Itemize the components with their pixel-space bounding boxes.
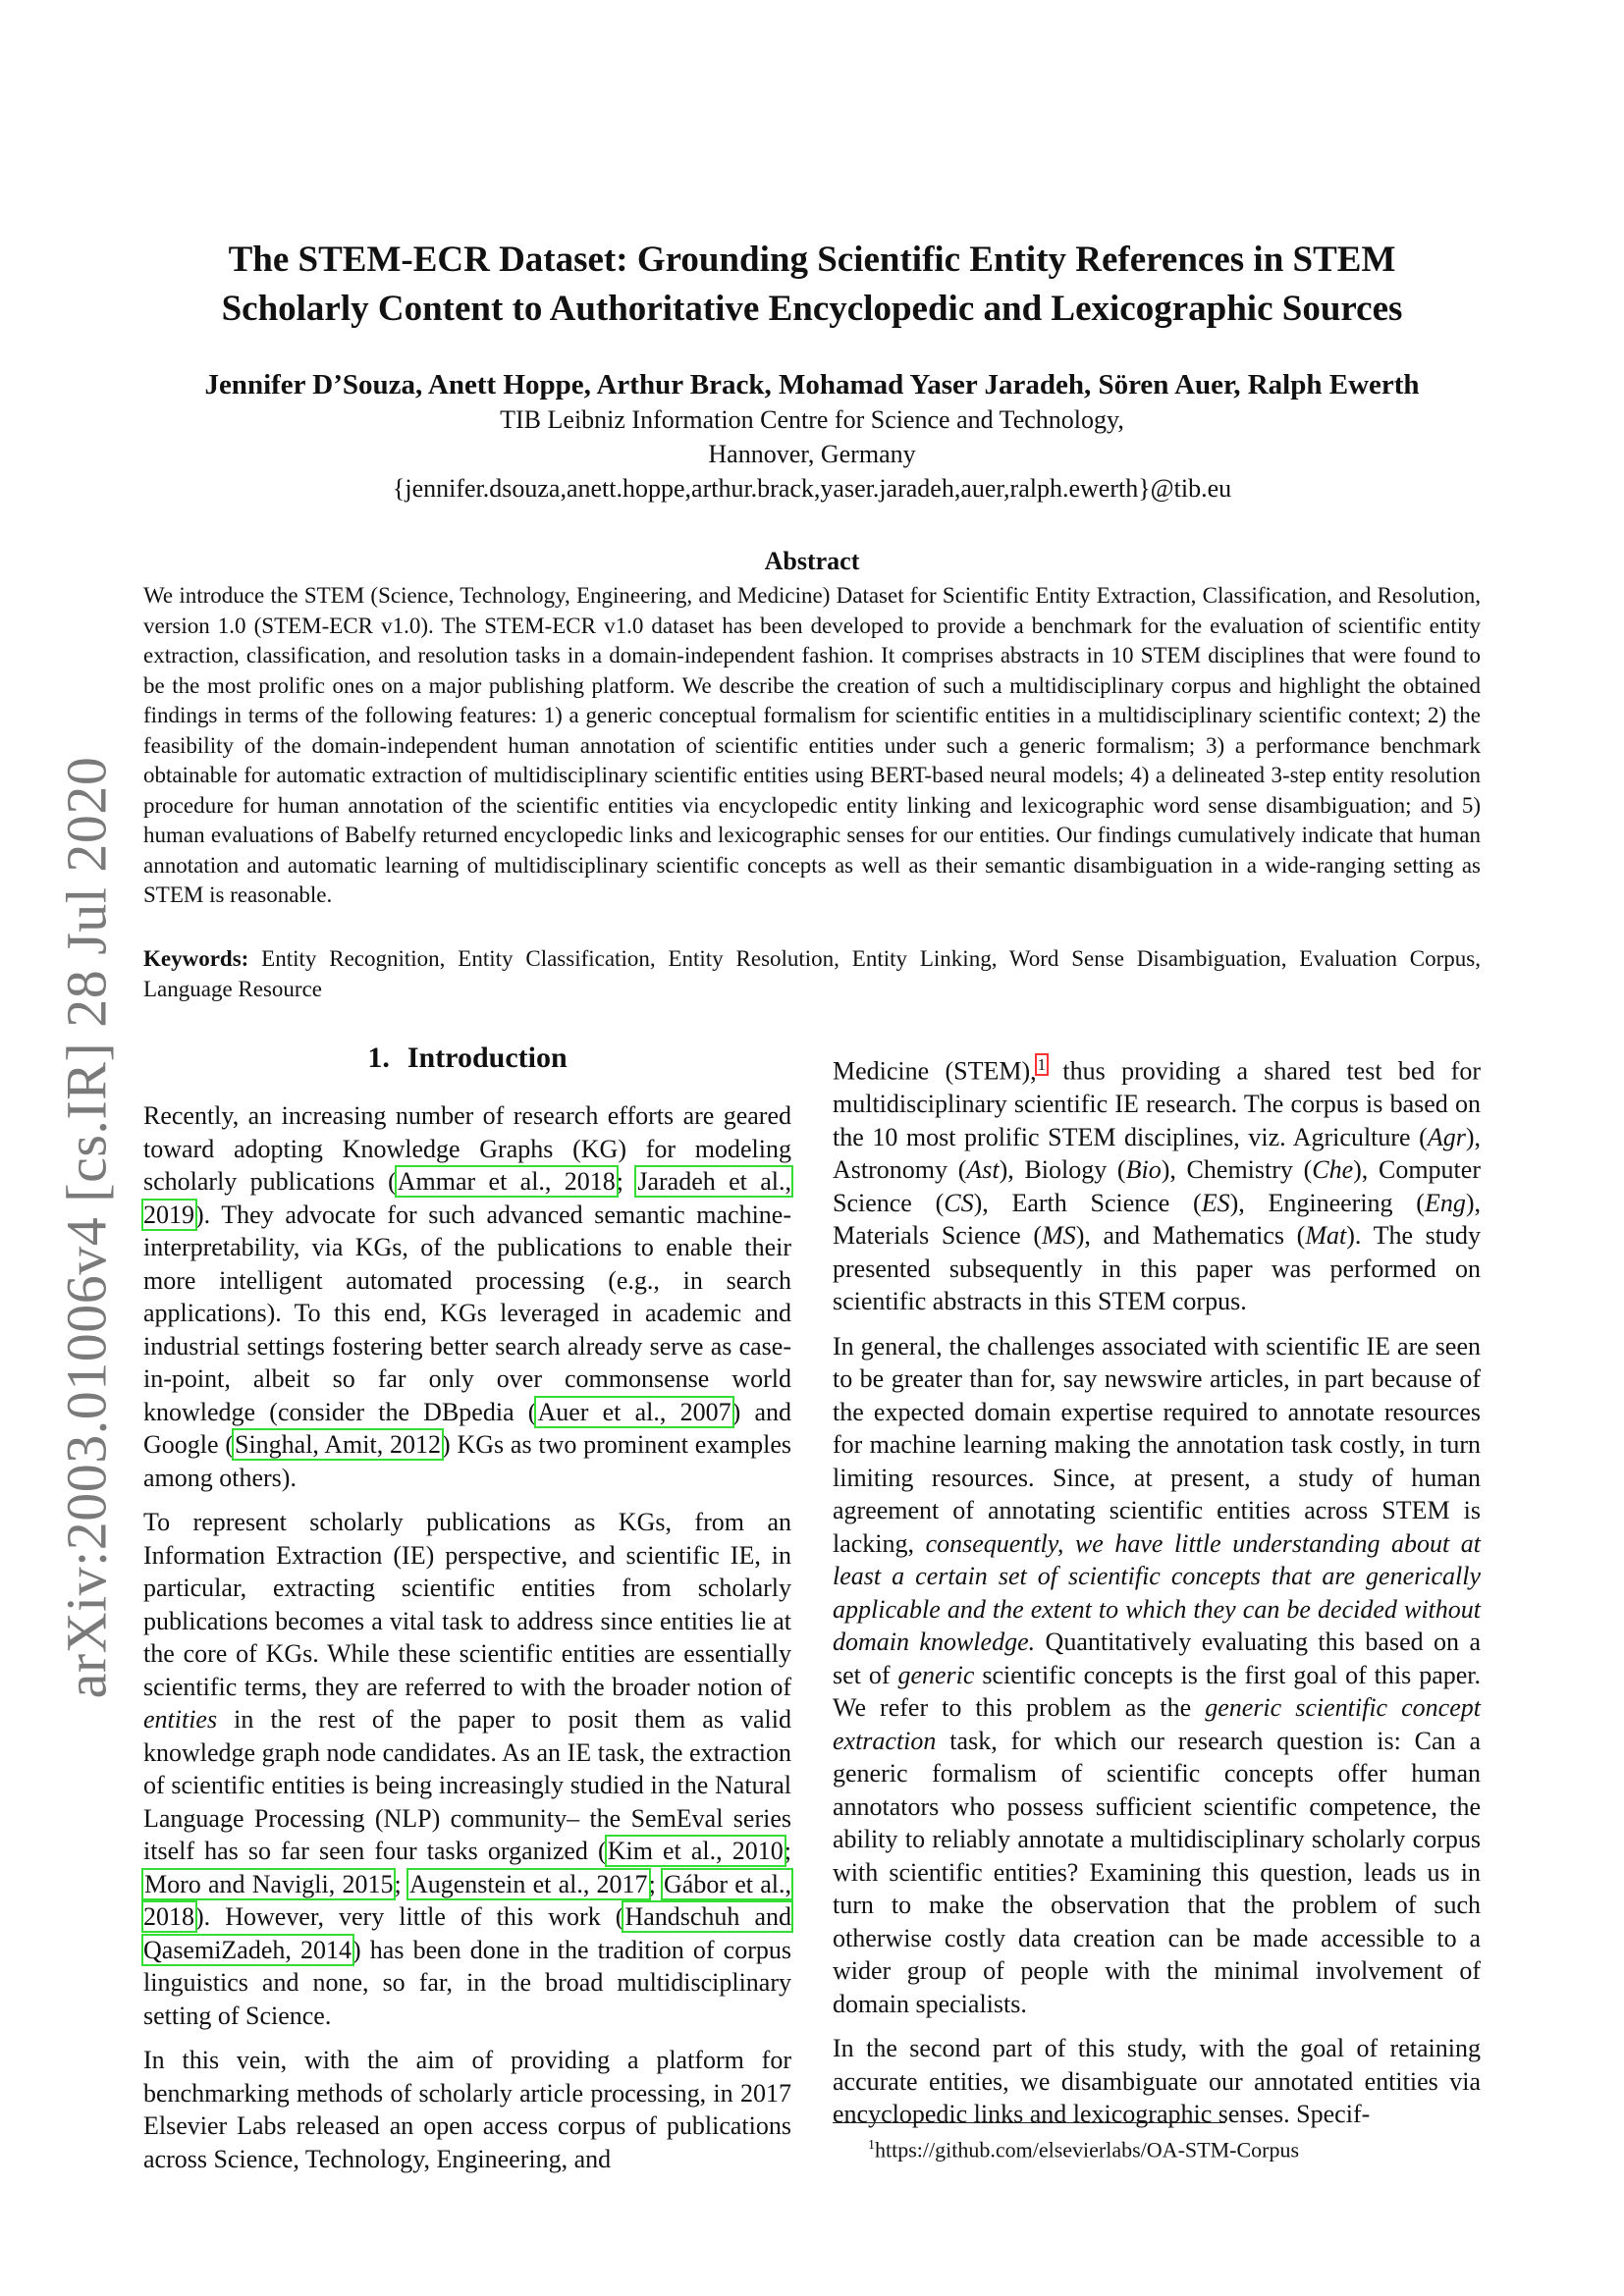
- title-line-1: The STEM-ECR Dataset: Grounding Scientific Entity References in STEM: [228, 240, 1396, 280]
- intro-paragraph-1: [143, 1099, 791, 1494]
- text-run: ), Chemistry (: [1161, 1155, 1313, 1185]
- text-run: ), Engineering (: [1229, 1188, 1425, 1217]
- keywords-label: Keywords:: [143, 946, 249, 971]
- text-run: task, for which our research question is: Can a generic formalism of scientific concepts offer human annotators who possess sufficient scientific competence, the ability to reliably annotate a multidisciplinary scholarly corpus with scientific entities? Examining this question, leads us in turn to make the observation that the problem of such otherwise costly data creation can be made accessible to a wider group of people with the minimal involvement of domain specialists.: [833, 1726, 1481, 2018]
- text-run: ). The study presented subsequently in this paper was performed on scientific abstracts in this STEM corpus.: [833, 1221, 1481, 1316]
- text-run: ), Biology (: [999, 1155, 1126, 1185]
- footnote-divider: [833, 2122, 1225, 2123]
- emphasis: generic: [897, 1660, 975, 1689]
- footnote: [868, 2132, 1299, 2163]
- affiliation-line-2: Hannover, Germany: [708, 440, 916, 468]
- author-list: Jennifer D’Souza, Anett Hoppe, Arthur Brack, Mohamad Yaser Jaradeh, Sören Auer, Ralph Ewerth: [204, 369, 1420, 400]
- text-run: Recently, an increasing number of research efforts are geared toward adopting Knowledge Graphs (KG) for modeling scholarly publications (: [143, 1101, 791, 1196]
- paper-title: [143, 236, 1481, 334]
- emphasis: entities: [143, 1705, 218, 1734]
- paper-header: [143, 236, 1481, 506]
- emphasis: Mat: [1305, 1221, 1347, 1251]
- text-run: ), and Mathematics (: [1075, 1221, 1306, 1251]
- intro-paragraph-5: [833, 1330, 1481, 2021]
- citation-link[interactable]: Kim et al., 2010: [607, 1837, 784, 1865]
- text-run: ). They advocate for such advanced semantic machine-interpretability, via KGs, of the publications to enable their more intelligent automated processing (e.g., in search applications). To this end, KGs leveraged in academic and industrial settings fostering better search already serve as case-in-point, albeit so far only over commonsense world knowledge (consider the DBpedia (: [143, 1200, 791, 1426]
- text-run: ) KGs as two prominent examples among others).: [143, 1430, 791, 1492]
- arxiv-sidebar-stamp: [29, 746, 142, 1708]
- citation-link[interactable]: Handschuh and QasemiZadeh, 2014: [143, 1902, 792, 1964]
- abstract-heading: Abstract: [764, 547, 860, 575]
- emphasis: ES: [1201, 1188, 1230, 1217]
- text-run: In general, the challenges associated with scientific IE are seen to be greater than for, say newswire articles, in part because of the expected domain expertise required to annotate resources for machine learning making the annotation task costly, in turn limiting resources. Since, at present, a study of human agreement of annotating scientific entities across STEM is lacking,: [833, 1331, 1481, 1558]
- text-run: ;: [648, 1869, 664, 1898]
- emphasis: MS: [1042, 1221, 1076, 1251]
- emphasis: Agr: [1427, 1122, 1466, 1151]
- section-heading-introduction: [143, 1041, 791, 1076]
- emphasis: Bio: [1125, 1155, 1162, 1185]
- title-line-2: Scholarly Content to Authoritative Encyclopedic and Lexicographic Sources: [221, 289, 1403, 329]
- text-run: ;: [616, 1167, 637, 1196]
- emphasis: Ast: [966, 1155, 1000, 1185]
- text-run: ). However, very little of this work (: [195, 1902, 624, 1931]
- keywords: [143, 944, 1481, 1004]
- text-run: ;: [784, 1837, 791, 1865]
- text-run: ), Materials Science (: [833, 1188, 1481, 1251]
- text-run: ), Astronomy (: [833, 1122, 1481, 1185]
- text-run: ;: [394, 1869, 408, 1898]
- citation-link[interactable]: Gábor et al., 2018: [143, 1869, 791, 1931]
- text-run: ) has been done in the tradition of corpus linguistics and none, so far, in the broad multidisciplinary setting of Science.: [143, 1935, 791, 2030]
- text-run: scientific concepts is the first goal of this paper. We refer to this problem as the: [833, 1660, 1482, 1723]
- abstract-text: We introduce the STEM (Science, Technology, Engineering, and Medicine) Dataset for Scientific Entity Extraction, Classification, and Resolution, version 1.0 (STEM-ECR v1.0). The STEM-ECR v1.0 dataset has been developed to provide a benchmark for the evaluation of scientific entity extraction, classification, and resolution tasks in a domain-independent fashion. It comprises abstracts in 10 STEM disciplines that were found to be the most prolific ones on a major publishing platform. We describe the creation of such a multidisciplinary corpus and highlight the obtained findings in terms of the following features: 1) a generic conceptual formalism for scientific entities in a multidisciplinary scientific context; 2) the feasibility of the domain-independent human annotation of scientific entities under such a generic formalism; 3) a performance benchmark obtainable for automatic extraction of multidisciplinary scientific entities using BERT-based neural models; 4) a delineated 3-step entity resolution procedure for human annotation of the scientific entities via encyclopedic entity linking and lexicographic word sense disambiguation; and 5) human evaluations of Babelfy returned encyclopedic links and lexicographic senses for our entities. Our findings cumulatively indicate that human annotation and automatic learning of multidisciplinary scientific concepts as well as their semantic disambiguation in a wide-ranging setting as STEM is reasonable.: [143, 583, 1481, 907]
- intro-paragraph-2: [143, 1506, 791, 2032]
- footnote-mark: 1: [868, 2138, 875, 2153]
- footnote-link[interactable]: 1: [1037, 1055, 1047, 1074]
- emphasis: CS: [944, 1188, 974, 1217]
- section-number: 1.: [367, 1041, 390, 1074]
- intro-paragraph-3: In this vein, with the aim of providing a platform for benchmarking methods of scholarly article processing, in 2017 Elsevier Labs released an open access corpus of publications across Science, Technology, Engineering, and: [143, 2046, 791, 2173]
- author-emails: {jennifer.dsouza,anett.hoppe,arthur.brack,yaser.jaradeh,auer,ralph.ewerth}@tib.eu: [392, 474, 1232, 503]
- keywords-text: Entity Recognition, Entity Classification, Entity Resolution, Entity Linking, Word Sense Disambiguation, Evaluation Corpus, Language Resource: [143, 946, 1481, 1001]
- text-run: To represent scholarly publications as KGs, from an Information Extraction (IE) perspective, and scientific IE, in particular, extracting scientific entities from scholarly publications becomes a vital task to address since entities lie at the core of KGs. While these scientific entities are essentially scientific terms, they are referred to with the broader notion of: [143, 1508, 791, 1701]
- intro-paragraph-6: In the second part of this study, with the goal of retaining accurate entities, we disambiguate our annotated entities via encyclopedic links and lexicographic senses. Specif-: [833, 2034, 1481, 2129]
- citation-link[interactable]: Ammar et al., 2018: [397, 1167, 616, 1196]
- citation-link[interactable]: Jaradeh et al., 2019: [143, 1167, 791, 1229]
- citation-link[interactable]: Auer et al., 2007: [537, 1397, 731, 1426]
- citation-link[interactable]: Augenstein et al., 2017: [408, 1869, 648, 1898]
- text-run: ) and Google (: [143, 1397, 791, 1459]
- affiliation-line-1: TIB Leibniz Information Centre for Science and Technology,: [500, 405, 1124, 434]
- text-run: Quantitatively evaluating this based on a set of: [833, 1628, 1482, 1689]
- text-run: ), Earth Science (: [973, 1188, 1202, 1217]
- arxiv-identifier: arXiv:2003.01006v4 [cs.IR] 28 Jul 2020: [54, 756, 118, 1698]
- intro-paragraph-4: [833, 1048, 1481, 1318]
- text-run: ), Computer Science (: [833, 1155, 1481, 1217]
- emphasis: Eng: [1424, 1188, 1466, 1217]
- citation-link[interactable]: Moro and Navigli, 2015: [144, 1869, 394, 1898]
- emphasis: generic scientific concept extraction: [833, 1693, 1481, 1755]
- right-column: [833, 1048, 1481, 2143]
- text-run: in the rest of the paper to posit them as valid knowledge graph node candidates. As an IE task, the extraction of scientific entities is being increasingly studied in the Natural Language Processing (NLP) community– the SemEval series itself has so far seen four tasks organized (: [143, 1705, 791, 1865]
- emphasis: consequently, we have little understanding about at least a certain set of scientific concepts that are generically applicable and the extent to which they can be decided without domain knowledge.: [833, 1528, 1481, 1657]
- text-run: Medicine (STEM),: [833, 1056, 1037, 1086]
- footnote-url[interactable]: https://github.com/elsevierlabs/OA-STM-Corpus: [875, 2137, 1300, 2163]
- text-run: thus providing a shared test bed for multidisciplinary scientific IE research. The corpus is based on the 10 most prolific STEM disciplines, viz. Agriculture (: [833, 1056, 1481, 1151]
- section-title: Introduction: [406, 1041, 568, 1074]
- left-column: [143, 1041, 791, 2187]
- citation-link[interactable]: Singhal, Amit, 2012: [234, 1430, 442, 1459]
- emphasis: Che: [1312, 1155, 1354, 1185]
